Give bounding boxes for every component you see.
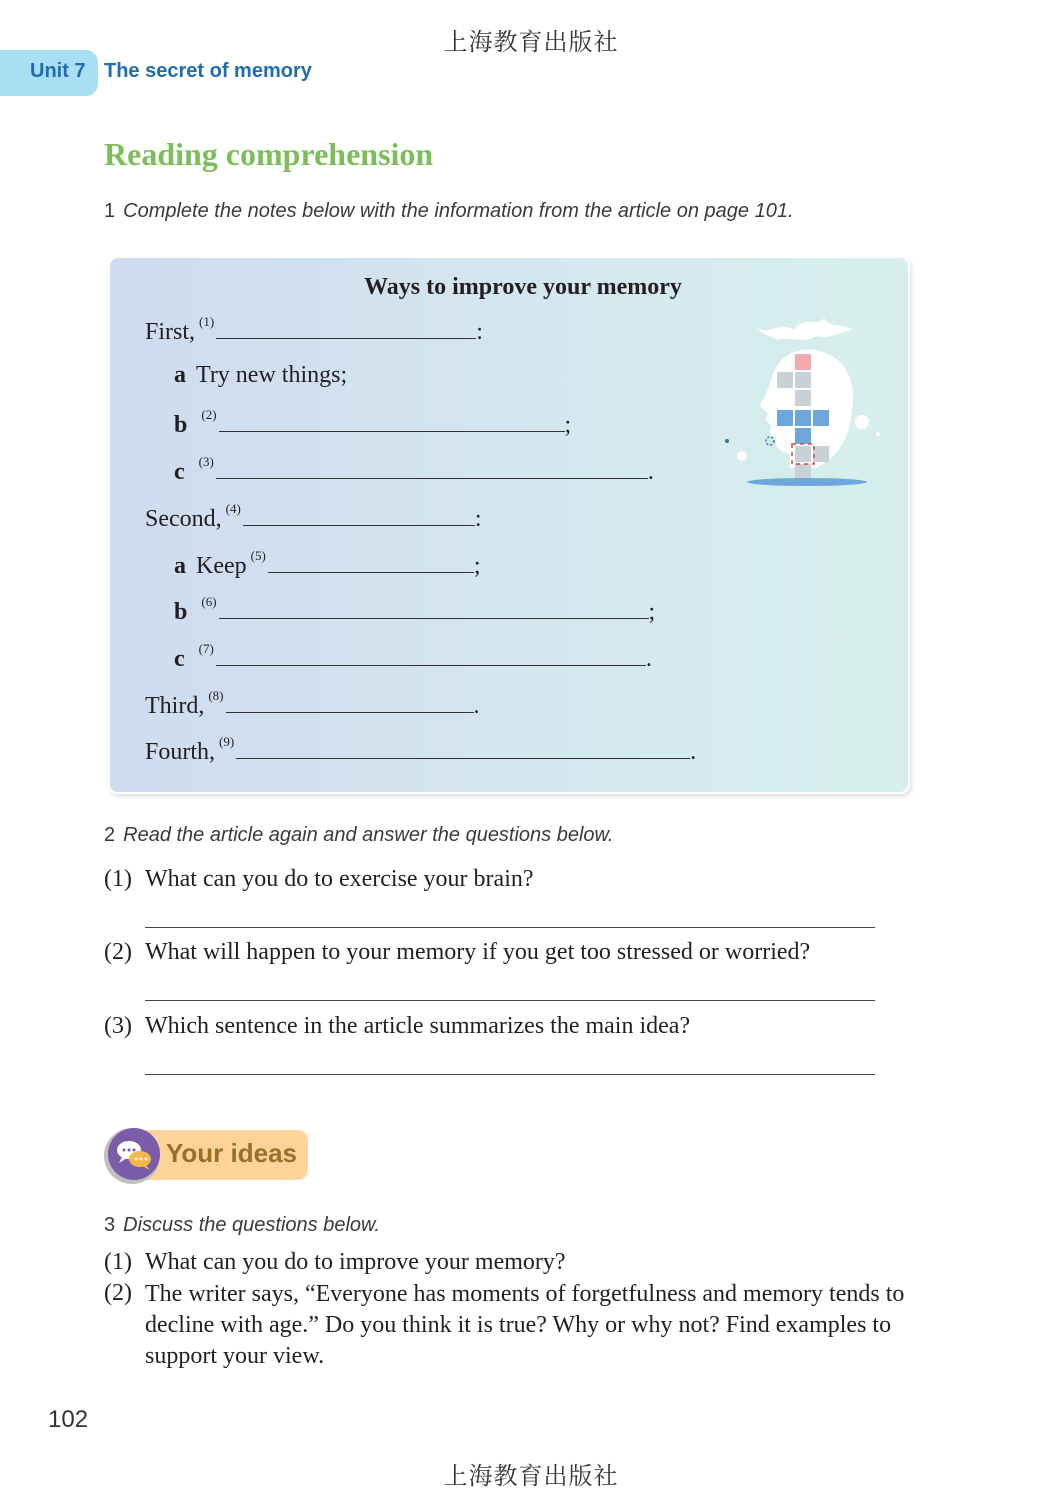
question-text: What can you do to improve your memory? <box>145 1249 566 1275</box>
question-number: (1) <box>104 1249 132 1275</box>
exercise3-number: 3 <box>104 1214 116 1236</box>
question-text: Which sentence in the article summarizes the main idea? <box>145 1013 691 1039</box>
blank-number-2: (2) <box>201 407 217 422</box>
item-letter: a <box>174 553 186 579</box>
publisher-header: 上海教育出版社 <box>443 28 619 56</box>
note-second-a <box>174 550 480 580</box>
exercise2-instruction-text: Read the article again and answer the questions below. <box>123 824 614 846</box>
note-fourth <box>145 736 696 766</box>
item-letter: c <box>174 646 185 672</box>
blank-number-9: (9) <box>219 734 235 749</box>
blank-9[interactable] <box>236 736 690 759</box>
note-second <box>145 503 482 533</box>
section-heading: Reading comprehension <box>104 136 434 172</box>
question-number: (2) <box>104 1280 132 1306</box>
first-label: First, <box>145 319 196 345</box>
blank-number-8: (8) <box>208 688 224 703</box>
question-text: The writer says, “Everyone has moments of forgetfulness and memory tends to decline with age.” Do you think it is true? Why or why not? Find examples to support your view. <box>145 1281 905 1369</box>
discussion-item <box>104 1249 566 1276</box>
blank-6[interactable] <box>219 596 649 619</box>
punct: ; <box>564 412 572 438</box>
punct: : <box>474 506 482 532</box>
publisher-footer: 上海教育出版社 <box>443 1462 619 1490</box>
question-item <box>104 939 810 966</box>
item-letter: b <box>174 412 188 438</box>
item-letter: b <box>174 599 188 625</box>
note-second-c <box>174 643 652 673</box>
blank-4[interactable] <box>243 503 475 526</box>
question-item <box>104 1013 690 1040</box>
question-number: (3) <box>104 1013 132 1039</box>
brain-head-illustration <box>720 306 890 490</box>
exercise1-instruction-text: Complete the notes below with the information from the article on page 101. <box>123 200 794 222</box>
answer-line-3[interactable] <box>145 1074 875 1075</box>
note-first-c <box>174 456 654 486</box>
blank-7[interactable] <box>216 643 646 666</box>
second-label: Second, <box>145 506 222 532</box>
page-number: 102 <box>48 1406 89 1433</box>
exercise1-instruction <box>104 200 794 223</box>
speech-bubbles-icon <box>108 1128 160 1180</box>
punct: . <box>690 739 697 765</box>
answer-line-1[interactable] <box>145 927 875 928</box>
blank-8[interactable] <box>226 690 474 713</box>
exercise2-instruction <box>104 824 613 847</box>
blank-3[interactable] <box>216 456 648 479</box>
blank-number-1: (1) <box>199 314 215 329</box>
blank-2[interactable] <box>219 409 565 432</box>
punct: ; <box>473 553 481 579</box>
exercise1-number: 1 <box>104 200 116 222</box>
question-number: (2) <box>104 939 132 965</box>
answer-line-2[interactable] <box>145 1000 875 1001</box>
punct: . <box>647 459 654 485</box>
fourth-label: Fourth, <box>145 739 216 765</box>
third-label: Third, <box>145 693 205 719</box>
blank-number-4: (4) <box>225 501 241 516</box>
note-second-b <box>174 596 655 626</box>
note-third <box>145 690 480 720</box>
blank-number-3: (3) <box>198 454 214 469</box>
note-first-a <box>174 362 347 389</box>
item-letter: c <box>174 459 185 485</box>
your-ideas-label: Your ideas <box>166 1138 298 1168</box>
note-text: Keep <box>196 553 247 579</box>
exercise3-instruction-text: Discuss the questions below. <box>123 1214 380 1236</box>
blank-1[interactable] <box>216 316 476 339</box>
unit-title: The secret of memory <box>104 60 312 82</box>
exercise2-number: 2 <box>104 824 116 846</box>
punct: . <box>473 693 480 719</box>
exercise3-instruction <box>104 1214 380 1237</box>
note-text: Try new things; <box>196 362 348 388</box>
punct: ; <box>648 599 656 625</box>
blank-number-6: (6) <box>201 594 217 609</box>
question-number: (1) <box>104 866 132 892</box>
punct: : <box>476 319 483 345</box>
question-item <box>104 866 534 893</box>
note-first <box>145 316 483 346</box>
note-first-b <box>174 409 571 439</box>
question-text: What can you do to exercise your brain? <box>145 866 534 892</box>
punct: . <box>645 646 652 672</box>
unit-label: Unit 7 <box>30 60 86 82</box>
blank-number-7: (7) <box>198 641 214 656</box>
item-letter: a <box>174 362 186 388</box>
notes-box-title: Ways to improve your memory <box>364 274 682 300</box>
question-text: What will happen to your memory if you get too stressed or worried? <box>145 939 811 965</box>
blank-5[interactable] <box>268 550 474 573</box>
blank-number-5: (5) <box>250 548 266 563</box>
